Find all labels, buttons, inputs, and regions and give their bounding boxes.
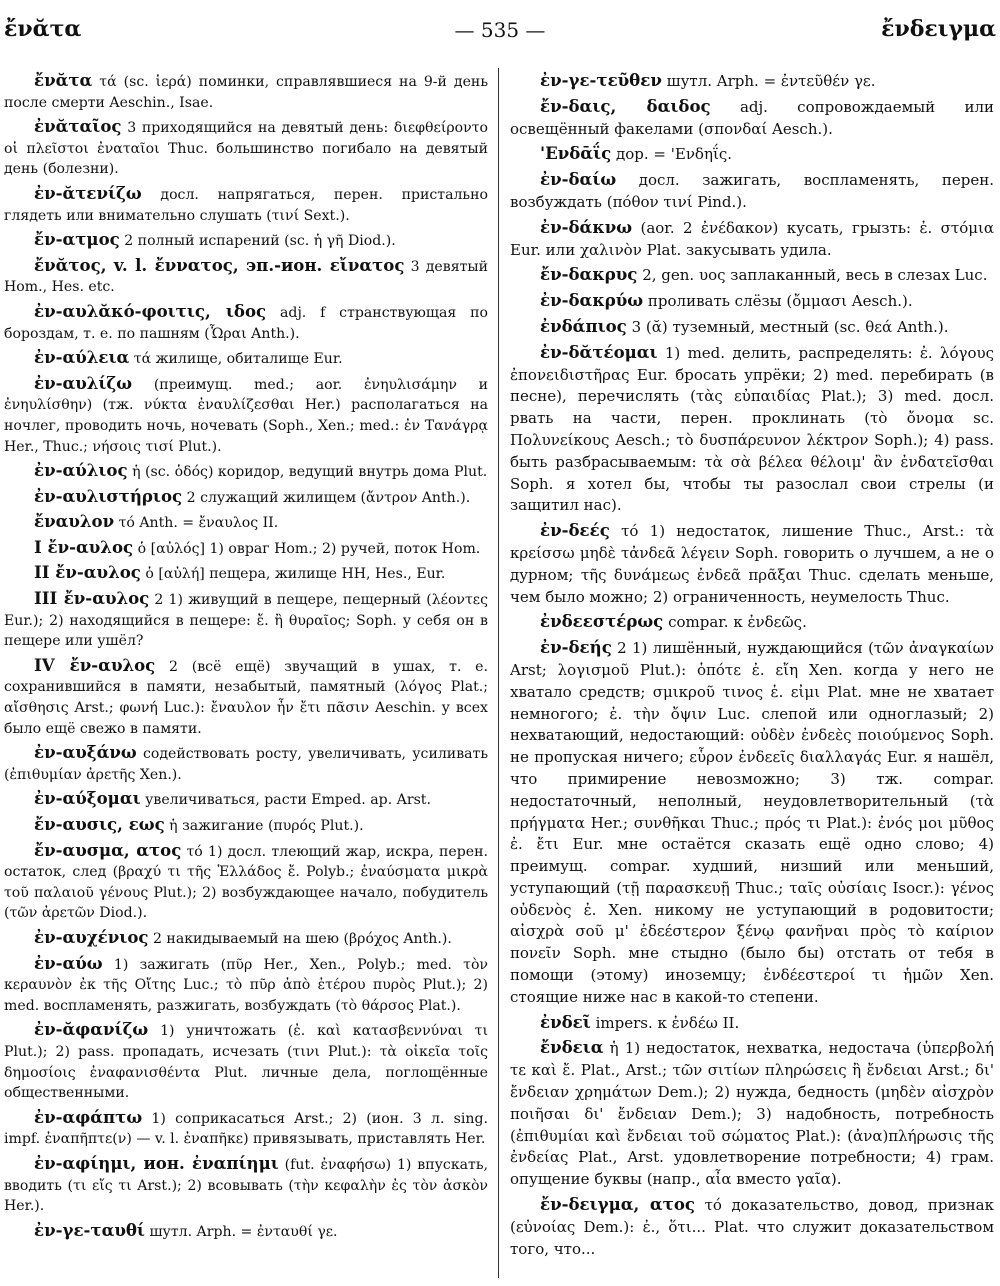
dictionary-entry [4, 742, 488, 785]
entry-headword: ἐν-δεής [540, 637, 612, 658]
dictionary-entry [4, 486, 488, 509]
column-divider [498, 68, 499, 1278]
entry-headword: ἐν-ᾰφανίζω [34, 1019, 149, 1040]
entry-definition: увеличиваться, расти Emped. ap. Arst. [145, 792, 431, 809]
entry-headword: ἐν-δάκνω [540, 216, 633, 237]
dictionary-entry [4, 511, 488, 534]
entry-definition: impers. к ἐνδέω II. [595, 1013, 740, 1032]
dictionary-entry [510, 611, 994, 634]
dictionary-entry [510, 316, 994, 339]
running-head-right: ἔνδειγμα [881, 16, 996, 42]
entry-headword: ἐν-αύξομαι [34, 788, 141, 809]
entry-definition: 2 (всё ещё) звучащий в ушах, т. е. сохранившийся в памяти, незабытый, памятный (λόγος Plat.; αἴσθησις Arst.; φωνή Luc.): ἔναυλον ἦν ἔτι πᾶσιν Aeschin. у всех было ещё свежо в памяти. [4, 658, 488, 737]
left-column [4, 70, 488, 1280]
dictionary-entry [510, 342, 994, 517]
entry-headword: ἐνδεῖ [540, 1011, 591, 1032]
dictionary-entry [4, 301, 488, 344]
dictionary-entry [4, 562, 488, 585]
entry-definition: ὁ [αὐλός] 1) овраг Hom.; 2) ручей, поток Hom. [137, 540, 481, 557]
entry-headword: 'Ενδᾱΐς [540, 143, 612, 164]
dictionary-entry [4, 347, 488, 370]
dictionary-entry [4, 537, 488, 560]
dictionary-entry [4, 1153, 488, 1217]
entry-definition: (aor. 2 ἐνέδακον) кусать, грызть: ἐ. στόμια Eur. или χαλινὸν Plat. закусывать удила. [510, 218, 994, 259]
dictionary-entry [4, 373, 488, 457]
entry-definition: содействовать росту, увеличивать, усиливать (ἐπιθυμίαν ἀρετῆς Xen.). [4, 746, 488, 783]
dictionary-entry [510, 290, 994, 313]
entry-definition: 3 девятый Hom., Hes. etc. [4, 258, 488, 296]
entry-headword: ἔν-δειγμα, ατος [540, 1194, 696, 1215]
entry-definition: compar. к ἐνδεῶς. [668, 613, 807, 632]
entry-headword: ἐν-αφάπτω [34, 1106, 143, 1127]
dictionary-entry [4, 183, 488, 226]
entry-headword: ἔν-ατμος [34, 229, 120, 250]
entry-definition: 1) уничтожать (ἐ. καὶ κατασβεννύναι τι Plut.); 2) pass. пропадать, исчезать (τινι Plut.): τὰ οἰκεῖα τοῖς δημοσίοις ἐναφανισθέντα Plut. личные дела, поглощённые общественными. [4, 1023, 488, 1102]
entry-headword: ἔνδεια [540, 1037, 604, 1058]
dictionary-entry [510, 143, 994, 166]
entry-definition: досл. напрягаться, перен. пристально глядеть или внимательно слушать (τινί Sext.). [4, 186, 488, 224]
dictionary-entry [4, 840, 488, 924]
dictionary-entry [510, 637, 994, 1009]
entry-definition: ὁ [αὐλή] пещера, жилище HH, Hes., Eur. [145, 566, 446, 583]
dictionary-entry [510, 169, 994, 214]
entry-headword: ἐν-γε-ταυθί [34, 1219, 145, 1240]
dictionary-entry [4, 1220, 488, 1243]
entry-definition: дор. = 'Ενδηΐς. [616, 145, 733, 164]
page-header [0, 10, 1000, 50]
entry-definition: τό Anth. = ἔναυλος II. [118, 515, 279, 532]
entry-definition: 2 1) живущий в пещере, пещерный (λέοντες Eur.); 2) находящийся в пещере: ἔ. ἢ θυραῖος; Soph. у себя он в пещере или ушёл? [4, 592, 488, 650]
entry-definition: досл. зажигать, воспламенять, перен. возбуждать (πόθον τινί Pind.). [510, 171, 994, 211]
entry-definition: 1) соприкасаться Arst.; 2) (ион. 3 л. sing. impf. ἐναπῆπτε(ν) — v. l. ἐναπῆκε) привязывать, приставлять Her. [4, 1110, 488, 1148]
entry-headword: ἐν-δακρύω [540, 290, 644, 311]
entry-definition: 2 1) лишённый, нуждающийся (τῶν ἀναγκαίων Arst; λογισμοῦ Plut.): ὁπότε ἐ. εἴη Xen. когда у него не хватало средств; σμικροῦ τινος ἐ. εἰμι Plat. мне не хватает немногого; ἐ. τὴν ὄψιν Luc. слепой или одноглазый; 2) нехватающий, недостающий: οὐδὲν ἐνδεὲς ποιούμενος Soph. не пропуская ничего; εὗρον ἐνδεεῖς διαλλαγάς Eur. я нашёл, что примирение невозможно; 3) тж. compar. недостаточный, неполный, неудовлетворительный (τὰ πρήγματα Her.; συνθῆκαι Thuc.; πρός τι Plat.): ἐνός μοι μῦθος ἐ. ἔτι Eur. мне остаётся сказать ещё одно слово; 4) преимущ. compar. худший, низший или меньший, уступающий (τῇ παρασκευῇ Thuc.; ταῖς οὐσίαις Isocr.): γένος οὐδενὸς ἐ. Xen. никому не уступающий в родовитости; αἰσχρὰ σοῦ μ' ἐδεέστερον ξένῳ φανῆναι πρὸς τὸ καίριον πονεῖν Soph. мне стыдно (было бы) отстать от тебя в помощи (этому) иноземцу; ἐνδέεστεροί τι ἡμῶν Xen. стоящие ниже нас в какой-то степени. [510, 639, 994, 1006]
entry-headword: ἐν-γε-τεῦθεν [540, 70, 662, 90]
entry-headword: ἔν-δαις, δαιδος [540, 95, 711, 116]
entry-definition: 3 приходящийся на девятый день: διεφθείροντο οἱ πλεῖστοι ἐναταῖοι Thuc. большинство погибало на девятый день (болезни). [4, 120, 488, 178]
entry-definition: 2 полный испарений (sc. ἡ γῆ Diod.). [124, 233, 396, 250]
entry-headword: ἐν-αυλᾰκό-φοιτις, ιδος [34, 300, 267, 321]
dictionary-entry [4, 1107, 488, 1150]
entry-definition: ἡ (sc. ὁδός) коридор, ведущий внутрь дома Plut. [132, 464, 488, 481]
dictionary-entry [4, 70, 488, 113]
dictionary-entry [4, 788, 488, 811]
entry-definition: τό 1) досл. тлеющий жар, искра, перен. остаток, след (βραχύ τι τῆς Ἑλλάδος ἔ. Polyb.; ἐναύσματα μικρὰ τοῦ παλαιοῦ γένους Plut.); 2) возбуждающее начало, побудитель (τῶν ἀρετῶν Diod.). [4, 843, 488, 922]
dictionary-entry [4, 588, 488, 652]
dictionary-entry [510, 1037, 994, 1191]
page-number: — 535 — [454, 18, 546, 42]
entry-headword: ἐν-δαίω [540, 169, 617, 190]
dictionary-entry [4, 229, 488, 252]
entry-headword: ἐν-αυξάνω [34, 742, 137, 763]
entry-definition: шутл. Arph. = ἐντεῦθέν γε. [666, 72, 876, 90]
entry-headword: IV ἔν-αυλος [34, 654, 156, 675]
entry-headword: ἐν-αύλιος [34, 460, 128, 481]
entry-definition: 1) med. делить, распределять: ἐ. λόγους ἐπονειδιστῆρας Eur. бросать упрёки; 2) med. перебирать (в песне), перечислять (τὰς εὐπαιδίας Plat.); 3) med. досл. рвать на части, перен. проклинать (τὸ ὄνομα sc. Πολυνείκους Aesch.; τὸ δυσπάρευνον λέκτρον Soph.); 4) pass. быть разбрасываемым: τὰ σὰ βέλεα θέλοιμ' ἂν ἐνδατεῖσθαι Soph. я хотел бы, чтобы ты разослал свои стрелы (и защитил нас). [510, 343, 994, 515]
dictionary-entry [4, 814, 488, 837]
entry-headword: ἐν-αφίημι, ион. ἐναπίημι [34, 1152, 279, 1173]
entry-definition: τά жилище, обиталище Eur. [133, 351, 343, 368]
entry-definition: (fut. ἐναφήσω) 1) впускать, вводить (τι εἴς τι Arst.); 2) всовывать (τὴν κεφαλὴν ἐς τὸν ἀσκὸν Her.). [4, 1156, 488, 1215]
entry-definition: проливать слёзы (ὄμμασι Aesch.). [647, 292, 913, 311]
dictionary-entry [4, 655, 488, 739]
entry-headword: ἐν-δᾰτέομαι [540, 341, 658, 362]
entry-headword: ἔνᾰτος, v. l. ἔννατος, эп.-ион. εἴνατος [34, 254, 405, 275]
entry-headword: ἐν-ᾰτενίζω [34, 182, 142, 203]
entry-definition: adj. f странствующая по бороздам, т. е. по пашням (Ὧραι Anth.). [4, 304, 488, 342]
entry-headword: ἔν-δακρυς [540, 264, 638, 285]
dictionary-entry [4, 927, 488, 950]
entry-definition: ἡ 1) недостаток, нехватка, недостача (ὑπερβολή τε καὶ ἔ. Plat., Arst.; τῶν σιτίων πληρώσεις ἢ ἔνδειαι Arst.; δι' ἔνδειαν χρημάτων Dem.); 2) нужда, бедность (μηδὲν αἰσχρὸν ποιῆσαι δι' ἔνδειαν Dem.); 3) надобность, потребность (ἐπιθυμίαι καὶ ἔνδειαι τοῦ σώματος Plat.): (ἀνα)πλήρωσις τῆς ἐνδείας Plat., Arst. удовлетворение потребности; 4) грам. опущение буквы (напр., αἶα вместо γαῖα). [510, 1039, 994, 1189]
entry-definition: (преимущ. med.; aor. ἐνηυλισάμην и ἐνηυλίσθην) (тж. νύκτα ἐναυλίζεσθαι Her.) располагаться на ночлег, проводить ночь, ночевать (Soph., Xen.; med.: ἐν Τανάγρᾳ Her., Thuc.; νήσοις τισί Plut.). [4, 376, 488, 455]
dictionary-entry [510, 1012, 994, 1035]
entry-definition: 2, gen. υος заплаканный, весь в слезах Luc. [642, 266, 988, 285]
entry-headword: ἔν-αυσμα, ατος [34, 839, 182, 860]
entry-definition: ἡ зажигание (πυρός Plut.). [169, 818, 364, 834]
entry-headword: ἐνδάπιος [540, 315, 627, 336]
entry-definition: 1) зажигать (πῦρ Her., Xen., Polyb.; med. τὸν κεραυνὸν ἐκ τῆς Οἴτης Luc.; τὸ πῦρ ἀπὸ ἑτέρου πυρὸς Plut.); 2) med. воспламенять, разжигать, возбуждать (τὸ θάρσος Plat.). [4, 956, 488, 1014]
entry-headword: ἐν-αύω [34, 952, 103, 973]
entry-headword: ἔνᾰτα [34, 70, 93, 90]
dictionary-entry [4, 460, 488, 483]
entry-headword: ἐν-αυχένιος [34, 926, 149, 947]
dictionary-entry [510, 217, 994, 262]
entry-definition: 2 накидываемый на шею (βρόχος Anth.). [152, 930, 452, 947]
entry-definition: τά (sc. ἱερά) поминки, справлявшиеся на 9-й день после смерти Aeschin., Isae. [4, 74, 488, 111]
entry-headword: III ἔν-αυλος [34, 588, 150, 609]
right-column [510, 70, 994, 1280]
entry-headword: ἐνᾰταῖος [34, 116, 122, 137]
dictionary-entry [510, 520, 994, 608]
entry-definition: adj. сопровождаемый или освещённый факелами (σπονδαί Aesch.). [510, 97, 994, 138]
entry-headword: ἐν-αυλίζω [34, 372, 133, 393]
entry-definition: 3 (ᾰ) туземный, местный (sc. θεά Anth.). [631, 317, 949, 336]
entry-definition: τό доказательство, довод, признак (εὐνοίας Dem.): ἐ., ὅτι... Plat. что служит доказательством того, что... [510, 1196, 994, 1258]
entry-definition: 2 служащий жилищем (ἄντρον Anth.). [186, 489, 471, 506]
entry-definition: τό 1) недостаток, лишение Thuc., Arst.: τὰ κρείσσω μηδὲ τἀνδεᾶ λέγειν Soph. говорить о лучшем, а не о дурном; τῆς δυνάμεως ἐνδεᾶ πρᾶξαι Thuc. сделать меньше, чем было можно; 2) ограниченность, неумелость Thuc. [510, 522, 994, 606]
entry-headword: II ἔν-αυλος [34, 562, 141, 583]
entry-headword: ἔν-αυσις, εως [34, 814, 165, 834]
dictionary-entry [4, 953, 488, 1017]
dictionary-entry [4, 116, 488, 180]
running-head-left: ἔνᾰτα [4, 16, 82, 42]
entry-headword: ἐν-αύλεια [34, 347, 130, 368]
dictionary-entry [510, 70, 994, 93]
entry-headword: ἐν-δεές [540, 520, 610, 541]
dictionary-entry [510, 1194, 994, 1260]
entry-headword: ἐνδεεστέρως [540, 611, 664, 632]
dictionary-entry [4, 255, 488, 298]
entry-definition: шутл. Arph. = ἐνταυθί γε. [149, 1223, 338, 1240]
entry-headword: ἔναυλον [34, 511, 115, 532]
dictionary-entry [510, 96, 994, 141]
entry-headword: I ἔν-αυλος [34, 536, 134, 557]
entry-headword: ἐν-αυλιστήριος [34, 485, 183, 506]
dictionary-entry [510, 264, 994, 287]
dictionary-entry [4, 1019, 488, 1103]
